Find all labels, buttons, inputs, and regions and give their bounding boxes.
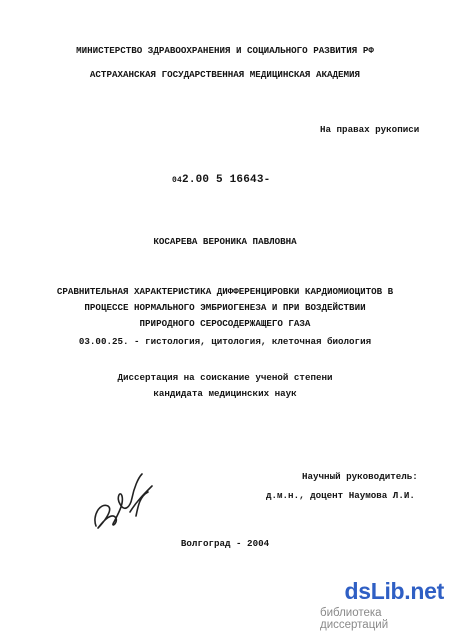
title-line-1: СРАВНИТЕЛЬНАЯ ХАРАКТЕРИСТИКА ДИФФЕРЕНЦИРОВКИ КАРДИОМИОЦИТОВ В xyxy=(56,286,394,297)
handwritten-signature xyxy=(90,468,160,538)
academy-line: АСТРАХАНСКАЯ ГОСУДАРСТВЕННАЯ МЕДИЦИНСКАЯ АКАДЕМИЯ xyxy=(89,69,361,80)
place-year: Волгоград - 2004 xyxy=(180,538,270,549)
specialty-line: 03.00.25. - гистология, цитология, клеточная биология xyxy=(78,336,372,347)
degree-line-2: кандидата медицинских наук xyxy=(153,388,297,399)
serial-text: 2.00 5 16643 xyxy=(182,174,264,186)
dslib-watermark[interactable] xyxy=(320,578,448,631)
serial-prefix: 04 xyxy=(172,176,183,185)
watermark-subtitle: библиотека диссертаций xyxy=(320,607,389,631)
serial-number xyxy=(172,174,270,186)
title-line-2: ПРОЦЕССЕ НОРМАЛЬНОГО ЭМБРИОГЕНЕЗА И ПРИ ВОЗДЕЙСТВИИ xyxy=(84,302,366,313)
author-name: КОСАРЕВА ВЕРОНИКА ПАВЛОВНА xyxy=(153,236,297,247)
supervisor-name: д.м.н., доцент Наумова Л.И. xyxy=(266,490,415,501)
supervisor-label: Научный руководитель: xyxy=(302,471,418,482)
title-line-3: ПРИРОДНОГО СЕРОСОДЕРЖАЩЕГО ГАЗА xyxy=(139,318,311,329)
rights-note: На правах рукописи xyxy=(320,124,420,135)
ministry-line: МИНИСТЕРСТВО ЗДРАВООХРАНЕНИЯ И СОЦИАЛЬНОГО РАЗВИТИЯ РФ xyxy=(76,45,374,56)
watermark-site[interactable]: dsLib.net xyxy=(344,578,444,604)
degree-line-1: Диссертация на соискание ученой степени xyxy=(117,372,333,383)
serial-suffix: - xyxy=(263,174,271,186)
